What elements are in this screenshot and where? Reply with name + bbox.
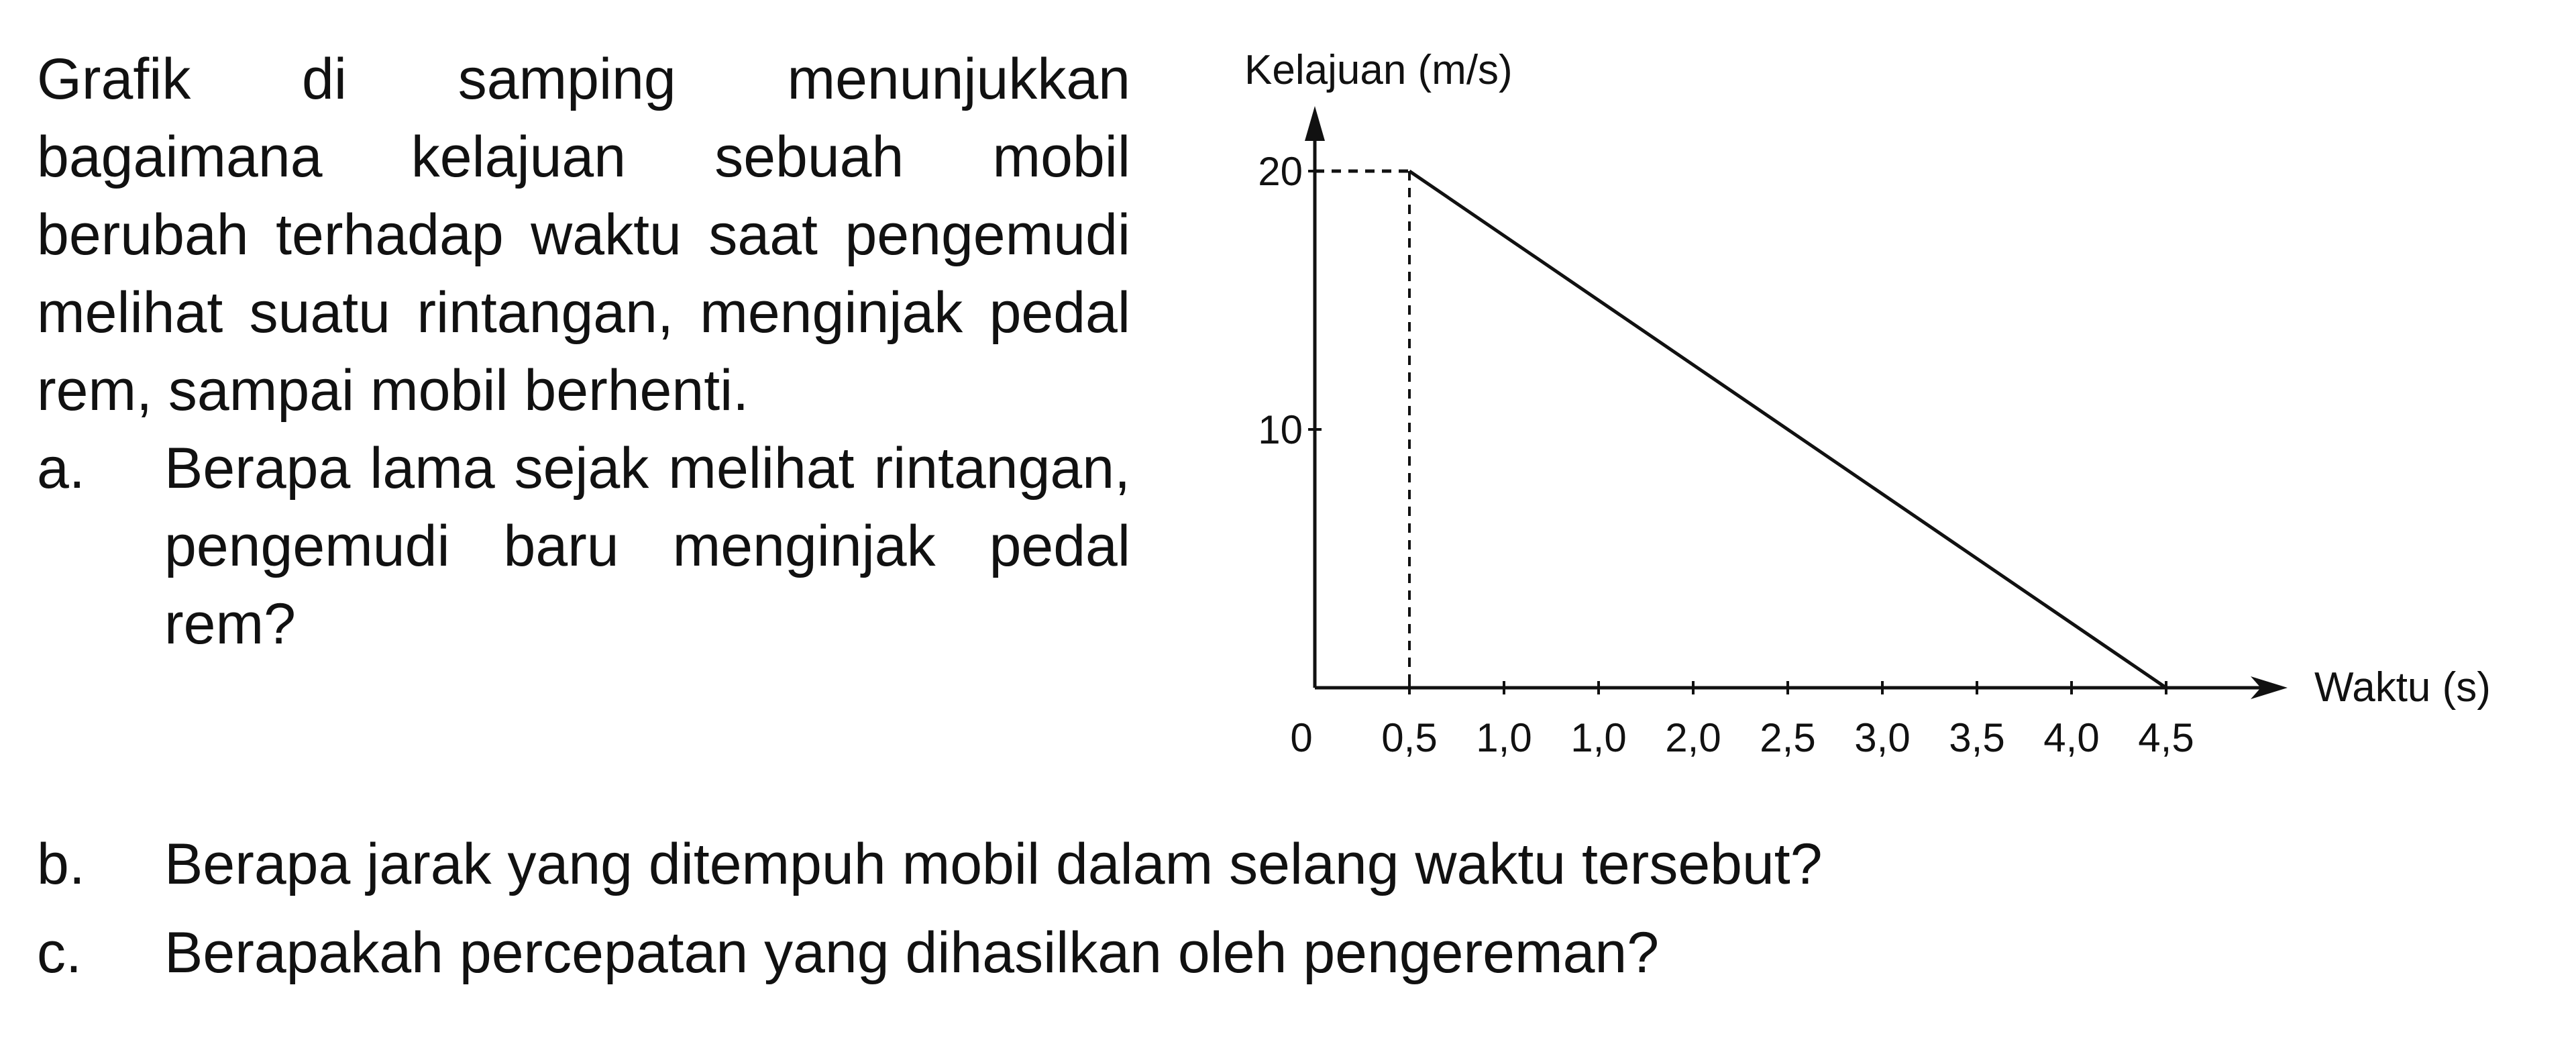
x-axis-label: Waktu (s)	[2314, 664, 2491, 711]
question-b-text: Berapa jarak yang ditempuh mobil dalam selang waktu tersebut?	[164, 832, 1823, 896]
question-c-label: c.	[37, 921, 82, 985]
x-ticks	[1290, 681, 2194, 760]
y-axis-label: Kelajuan (m/s)	[1244, 47, 1513, 93]
question-a-text: Berapa lama sejak melihat rintangan, pengemudi baru menginjak pedal rem?	[164, 436, 1130, 656]
y-tick-label: 20	[1258, 149, 1303, 194]
y-ticks	[1258, 149, 1322, 452]
x-tick-label: 4,5	[2138, 715, 2194, 760]
y-axis-arrow	[1305, 106, 1325, 141]
guide-lines	[1315, 171, 1409, 688]
x-tick-label: 1,0	[1476, 715, 1532, 760]
question-b-label: b.	[37, 832, 85, 896]
series-segment	[1409, 171, 2166, 688]
x-tick-label: 3,0	[1854, 715, 1911, 760]
x-tick-label: 0	[1290, 715, 1313, 760]
x-tick-label: 3,5	[1949, 715, 2005, 760]
x-tick-label: 2,5	[1760, 715, 1816, 760]
x-tick-label: 4,0	[2043, 715, 2100, 760]
x-tick-label: 2,0	[1665, 715, 1721, 760]
problem-intro: Grafik di samping menunjukkan bagaimana kelajuan sebuah mobil berubah terhadap waktu saat pengemudi melihat suatu rintangan, menginjak pedal rem, sampai mobil berhenti.	[37, 47, 1130, 423]
x-tick-label: 0,5	[1381, 715, 1438, 760]
x-tick-label: 1,0	[1570, 715, 1627, 760]
y-tick-label: 10	[1258, 407, 1303, 452]
question-a-label: a.	[37, 436, 85, 501]
series-group	[1315, 171, 2166, 688]
chart-axes	[1305, 106, 2288, 699]
question-c-text: Berapakah percepatan yang dihasilkan oleh pengereman?	[164, 921, 1660, 985]
